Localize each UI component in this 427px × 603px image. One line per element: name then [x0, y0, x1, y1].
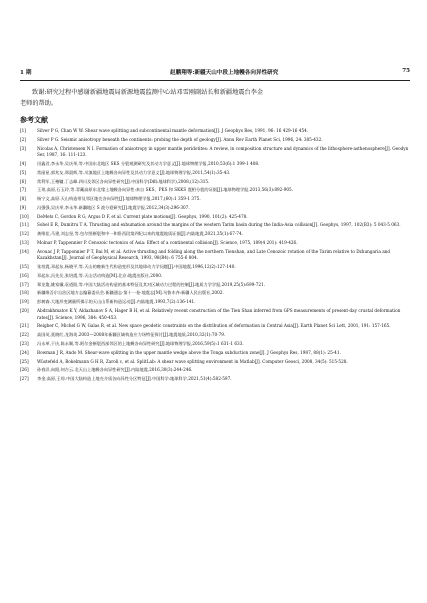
reference-number: [4]: [20, 160, 26, 166]
reference-text: 田鑫君,李永华,吴庆举,等.中国东北地区 SKS 分裂观测研究及其动力学意义[J].地球物理学报,2010,53(6):1 399-1 408.: [37, 160, 260, 166]
reference-item: [20, 359, 410, 366]
reference-item: [20, 179, 410, 186]
reference-text: Silver P G, Chan W W. Shear wave splitting and subcontinental mantle deformation[J]. J Geophys Res, 1991, 96: 16 429-16 454.: [37, 128, 309, 133]
reference-list: [20, 128, 410, 385]
reference-number: [6]: [20, 178, 26, 184]
reference-text: Molnar P, Tapponnier P. Cenozoic tectonics of Asia: Effect of a continental collision[J]. Science, 1975, 189(4 201): 419-426.: [37, 239, 298, 245]
running-title: 赵鹏翔等:新疆天山中段上地幔各向异性研究: [170, 70, 279, 76]
reference-item: [20, 128, 410, 135]
reference-number: [11]: [20, 222, 29, 228]
reference-text: Nicolas A, Christensen N I. Formation of anisotropy in upper mantle peridotites: A review, in composition structure and dynamics of the lithosphere-asthenosphere[J]. Geodyn Ser, 1987, 16: 111-123.: [37, 145, 409, 158]
reference-text: 孙春洋,向阳,何吉云.北天山上地幔各向异性研究[J].内陆地震,2016,30(3):244-246.: [37, 367, 193, 373]
reference-text: 邓起东,冯先岳,张培震,等.天山活动构造[M].北京:地震出版社,2000.: [37, 272, 163, 278]
reference-number: [15]: [20, 264, 29, 270]
reference-text: 郑龙俊,姚家骥,袁道阳,等.中国大陆活动构造的基本特征及其对区域动力过程的控制[J].地质力学学报,2019,25(5):699-721.: [37, 281, 266, 287]
reference-number: [16]: [20, 272, 29, 278]
reference-item: [20, 367, 410, 374]
page-number: 75: [402, 68, 410, 74]
reference-text: Bowman J R, Ando M. Shear-wave splitting in the upper mantle wedge above the Tonga subduction zone[J]. J Geophys Res, 1987, 88(1): 25-41.: [37, 349, 341, 355]
reference-text: 新疆维吾尔自治区地方志编纂委员会.新疆通志·第十一卷·地震志[M].乌鲁木齐:新疆人民出版社,2002.: [37, 290, 224, 296]
reference-text: Sobel E R, Dumitru T A. Thrusting and exhumation around the margins of the western Tarim basin during the India-Asia collision[J]. Geophys, 1997, 102(B3): 5 043-5 063.: [37, 222, 401, 228]
reference-text: 高国英,聂晓红,龙海英.2003—2008年新疆区域构造应力场特征探讨[J].地震地质,2010,32(1):70-79.: [37, 332, 226, 338]
reference-item: [20, 273, 410, 280]
reference-text: 张培震,邓起东,杨晓平,等.天山的晚新生代构造变形及其地球动力学问题[J].中国地震,1996,12(2):127-140.: [37, 264, 236, 270]
reference-item: [20, 341, 410, 348]
reference-item: [20, 196, 410, 203]
reference-item: [20, 187, 410, 194]
reference-number: [18]: [20, 290, 29, 296]
reference-number: [9]: [20, 204, 26, 210]
acknowledgement-line-2: 老师的帮助。: [20, 100, 58, 107]
reference-text: Silver P G. Seismic anisotropy beneath the continents: probing the depth of geology[J]. Annu Rev Earth Planet Sci, 1996, 24: 385-432.: [37, 136, 323, 142]
reference-number: [17]: [20, 281, 29, 287]
reference-item: [20, 308, 410, 321]
reference-number: [26]: [20, 367, 29, 373]
reference-text: 王琼,高原,石玉玲,等.青藏高原东北缘上地幔各向异性:来自 SKS、PKS 和 SKKS 震相分裂的证据[J].地球物理学报,2013,56(3):892-905.: [37, 187, 294, 193]
reference-item: [20, 282, 410, 289]
reference-text: 冯强强,吴庆举,李永华.新疆地区 S 波分裂研究[J].地震学报,2012,34(3):296-307.: [37, 204, 190, 210]
reference-item: [20, 222, 410, 229]
reference-text: 彭树森.大地形变测量所揭示的天山山系新构造运动[J].内陆地震,1993,7(2):136-141.: [37, 299, 196, 305]
reference-text: Avouac J P, Tapponnier P T, Bai M, et al. Active thrusting and folding along the northern Tienshan, and Late Cenozoic rotation of the Tarim relative to Dzhungaria and Kazakhstan[J]. Journal of Geophysical Research, 1993, 98(B4): 6 755-6 804.: [37, 248, 391, 261]
reference-number: [5]: [20, 169, 26, 175]
reference-item: [20, 240, 410, 247]
acknowledgement-line-1: 致谢:研究过程中感谢新疆地震局新源地震监测中心站邓雪刚副站长和新疆地震台李金: [32, 89, 264, 96]
reference-item: [20, 146, 410, 159]
reference-item: [20, 249, 410, 262]
reference-item: [20, 205, 410, 212]
reference-number: [7]: [20, 187, 26, 193]
reference-number: [25]: [20, 358, 29, 364]
reference-item: [20, 161, 410, 168]
reference-text: Reigber C, Michel G W, Galas R, et al. New space geodetic constraints on the distribution of deformation in Central Asia[J]. Earth Planet Sci Lett, 2001, 191: 157-165.: [37, 323, 391, 329]
reference-item: [20, 137, 410, 144]
reference-text: Abdrakhmatov K Y, Aldazhanov S A, Hager B H, et al. Relatively recent construction of the Tien Shan inferred from GPS measurements of present-day crustal deformation rates[J]. Science, 1996, 384: 450-453.: [37, 308, 401, 320]
reference-number: [23]: [20, 340, 29, 346]
acknowledgement: [20, 87, 410, 109]
reference-item: [20, 332, 410, 339]
reference-number: [1]: [20, 128, 26, 133]
reference-number: [19]: [20, 299, 29, 305]
reference-text: 常丽星,郭兆友,郑晨辉,等.川滇地区上地幔各向异性及其动力学意义[J].地球物理学报,2011,54(1):35-43.: [37, 169, 231, 175]
reference-number: [12]: [20, 231, 29, 237]
reference-number: [2]: [20, 136, 26, 142]
reference-number: [13]: [20, 239, 29, 245]
reference-item: [20, 231, 410, 238]
reference-item: [20, 299, 410, 306]
reference-text: 冯永革,于庆,陈永顺,等.阿尔金断裂西部邻区的上地幔各向异性研究[J].地球物理学报,2016,59(5):1 631-1 633.: [37, 340, 244, 346]
reference-number: [27]: [20, 376, 29, 382]
reference-item: [20, 214, 410, 221]
reference-item: [20, 350, 410, 357]
reference-number: [24]: [20, 349, 29, 355]
reference-text: 龚唯佳,马建,刘志坚,等.包尔图断裂和中一和卧西段第四纪以来的地震地质证据[J].内陆地震,2021,35(1):67-74.: [37, 231, 243, 237]
reference-text: 李金,高原,王琼.中国大陆构造上地壳介质各向异性分区特征[J].中国科学:地球科学,2021,51(4):582-597.: [37, 376, 232, 382]
reference-text: Wüstefeld A, Bokelmann G H R, Zaroli c, et al. SplitLab: A shear wave splitting environment in Matlab[J]. Computer Geosci, 2008, 34(5): 515-528.: [37, 358, 348, 364]
references-heading: 参考文献: [20, 116, 48, 124]
reference-text: DeMets C, Gordon R G, Argus D F, et al. Current plate motions[J]. Geophys, 1990, 101(2): 425-478.: [37, 213, 248, 219]
reference-item: [20, 170, 410, 177]
reference-text: 杨宁文,高原.天山构造带及邻区地壳各向异性[J].地球物理学报,2017,(60):1 359-1 375.: [37, 196, 201, 202]
issue-number: 1 期: [20, 70, 32, 76]
reference-number: [22]: [20, 332, 29, 338]
reference-number: [20]: [20, 308, 29, 314]
reference-number: [8]: [20, 196, 26, 202]
reference-item: [20, 290, 410, 297]
reference-number: [21]: [20, 323, 29, 329]
reference-item: [20, 264, 410, 271]
running-header: [20, 68, 410, 81]
reference-item: [20, 376, 410, 383]
reference-text: 常利军,王椿镛,丁志峰.四川及邻区各向异性研究[J].中国科学(D辑:地球科学),2008,(12):315.: [37, 178, 210, 184]
reference-number: [14]: [20, 248, 29, 254]
reference-item: [20, 323, 410, 330]
reference-number: [10]: [20, 213, 29, 219]
reference-number: [3]: [20, 145, 26, 151]
